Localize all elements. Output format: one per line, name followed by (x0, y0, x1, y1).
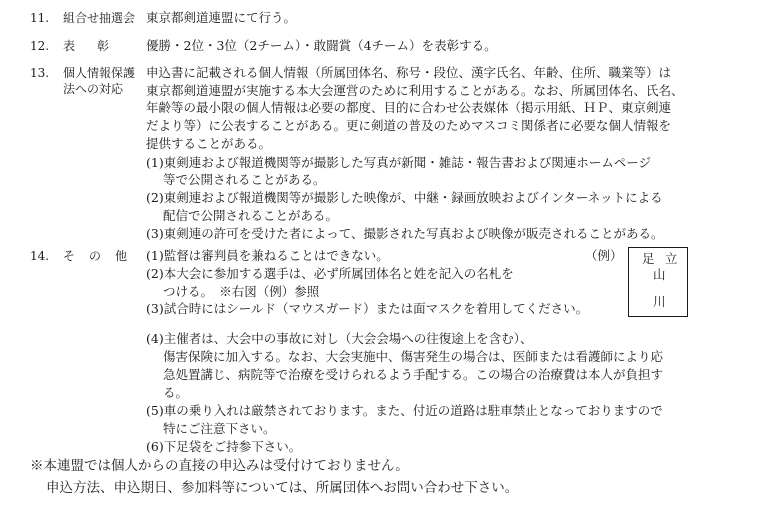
section-14-item-2-line2: つける。 ※右図（例）参照 (163, 284, 320, 299)
nameplate-char: 足 (642, 251, 655, 266)
section-14-label: その他 (63, 249, 142, 263)
section-13-label-line2: 法への対応 (63, 82, 124, 96)
section-13-number: 13. (30, 66, 50, 80)
section-12-text: 優勝・2位・3位（2チーム）・敢闘賞（4チーム）を表彰する。 (146, 38, 497, 53)
footer-note-1: ※本連盟では個人からの直接の申込みは受付けておりません。 (30, 458, 409, 474)
section-13-para-line: 東京都剣道連盟が実施する本大会運営のために利用することがある。なお、所属団体名、氏名、 (146, 83, 684, 98)
section-13-item-2-line1: (2)東剣連および報道機関等が撮影した映像が、中継・録画放映およびインターネットによる (146, 190, 663, 205)
section-12-label: 表彰 (63, 39, 132, 53)
section-14-number: 14. (30, 249, 50, 263)
section-13-item-1-line2: 等で公開されることがある。 (163, 172, 326, 187)
footer-note-2: 申込方法、申込期日、参加料等については、所属団体へお問い合わせ下さい。 (46, 480, 519, 496)
section-14-item-4-line1: (4)主催者は、大会中の事故に対し（大会会場への往復途上を含む）、 (146, 331, 533, 346)
section-14-item-5-line2: 特にご注意下さい。 (163, 421, 276, 436)
example-nameplate (628, 247, 688, 317)
section-13-item-1-line1: (1)東剣連および報道機関等が撮影した写真が新聞・雑誌・報告書および関連ホームページ (146, 155, 651, 170)
section-14-item-4-line2: 傷害保険に加入する。なお、大会実施中、傷害発生の場合は、医師または看護師により応 (163, 349, 664, 364)
section-11-label: 組合せ抽選会 (63, 11, 136, 25)
example-label: （例） (585, 248, 623, 263)
section-13-para-line: 申込書に記載される個人情報（所属団体名、称号・段位、漢字氏名、年齢、住所、職業等）は (146, 65, 672, 80)
section-13-para-line: だより等）に公表することがある。更に剣道の普及のためマスコミ関係者に必要な個人情報を (146, 118, 672, 133)
section-14-item-2-line1: (2)本大会に参加する選手は、必ず所属団体名と姓を記入の名札を (146, 266, 514, 281)
section-13-para-line: 提供することがある。 (146, 136, 272, 151)
section-13-label-line1: 個人情報保護 (63, 66, 136, 80)
nameplate-char: 山 (653, 267, 666, 282)
nameplate-char: 川 (653, 294, 666, 309)
section-11-number: 11. (30, 11, 50, 25)
section-14-item-4-line4: る。 (163, 385, 189, 400)
section-14-item-6-line1: (6)下足袋をご持参下さい。 (146, 439, 302, 454)
nameplate-char: 立 (665, 251, 678, 266)
section-13-para-line: 年齢等の最小限の個人情報は必要の都度、目的に合わせ公表媒体（掲示用紙、ＨＰ、東京剣連 (146, 100, 672, 115)
section-14-item-1-line1: (1)監督は審判員を兼ねることはできない。 (146, 248, 389, 263)
section-11-text: 東京都剣道連盟にて行う。 (146, 10, 297, 25)
section-14-item-5-line1: (5)車の乗り入れは厳禁されております。また、付近の道路は駐車禁止となっておりますので (146, 403, 663, 418)
section-13-item-3-line1: (3)東剣連の許可を受けた者によって、撮影された写真および映像が販売されることがある。 (146, 226, 664, 241)
section-12-number: 12. (30, 39, 50, 53)
section-14-item-4-line3: 急処置講じ、病院等で治療を受けられるよう手配する。この場合の治療費は本人が負担す (163, 367, 664, 382)
section-14-item-3-line1: (3)試合時にはシールド（マウスガード）または面マスクを着用してください。 (146, 301, 589, 316)
section-13-item-2-line2: 配信で公開されることがある。 (163, 208, 339, 223)
